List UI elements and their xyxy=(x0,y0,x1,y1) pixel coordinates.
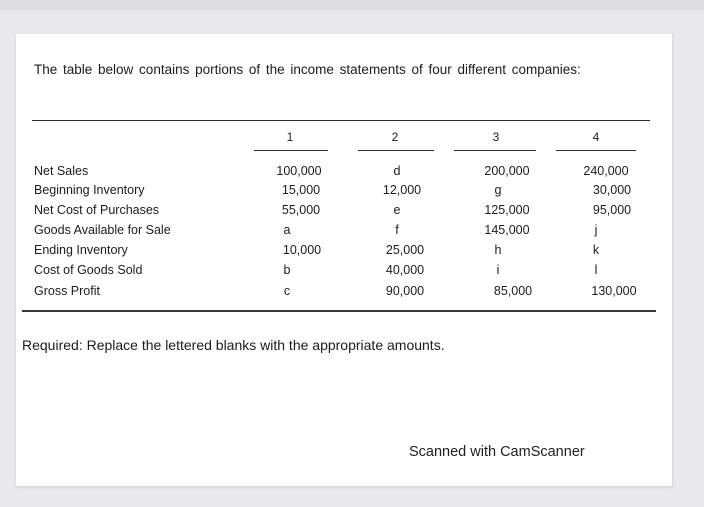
top-bar xyxy=(0,0,704,10)
table-cell: 90,000 xyxy=(385,284,425,298)
scanned-page xyxy=(16,34,672,486)
required-text: Required: Replace the lettered blanks with the appropriate amounts. xyxy=(22,337,445,353)
row-label-net-sales: Net Sales xyxy=(34,164,89,178)
column-underline-4 xyxy=(556,150,636,151)
table-cell: e xyxy=(393,203,401,217)
column-header-2: 2 xyxy=(391,130,399,144)
table-cell: 200,000 xyxy=(484,164,530,178)
table-cell: h xyxy=(494,243,502,257)
table-cell: 240,000 xyxy=(583,164,629,178)
table-cell: b xyxy=(283,263,291,277)
table-cell: k xyxy=(592,243,600,257)
table-cell: 10,000 xyxy=(282,243,322,257)
intro-text: The table below contains portions of the income statements of four different companies: xyxy=(34,62,581,77)
table-cell: l xyxy=(594,263,598,277)
column-underline-3 xyxy=(454,150,536,151)
table-cell: 95,000 xyxy=(592,203,632,217)
table-cell: 85,000 xyxy=(493,284,533,298)
column-header-4: 4 xyxy=(592,130,600,144)
column-underline-1 xyxy=(254,150,328,151)
table-cell: g xyxy=(494,183,502,197)
table-cell: 100,000 xyxy=(276,164,322,178)
table-cell: 12,000 xyxy=(382,183,422,197)
row-label-net-cost-of-purchases: Net Cost of Purchases xyxy=(34,203,160,217)
table-cell: i xyxy=(496,263,500,277)
table-cell: 55,000 xyxy=(281,203,321,217)
camscanner-watermark: Scanned with CamScanner xyxy=(409,444,585,460)
table-cell: 25,000 xyxy=(385,243,425,257)
table-cell: c xyxy=(283,284,291,298)
column-header-3: 3 xyxy=(492,130,500,144)
table-cell: f xyxy=(395,223,399,237)
table-cell: 125,000 xyxy=(484,203,530,217)
table-cell: a xyxy=(283,223,291,237)
row-label-beginning-inventory: Beginning Inventory xyxy=(34,183,145,197)
table-cell: 15,000 xyxy=(281,183,321,197)
table-cell: 40,000 xyxy=(385,263,425,277)
column-header-1: 1 xyxy=(286,130,294,144)
table-cell: j xyxy=(594,223,598,237)
table-bottom-rule xyxy=(22,310,656,312)
table-cell: d xyxy=(393,164,401,178)
row-label-cost-of-goods-sold: Cost of Goods Sold xyxy=(34,263,143,277)
table-cell: 145,000 xyxy=(484,223,530,237)
row-label-goods-available: Goods Available for Sale xyxy=(34,223,171,237)
column-underline-2 xyxy=(358,150,434,151)
table-top-rule xyxy=(32,120,650,121)
row-label-gross-profit: Gross Profit xyxy=(34,284,100,298)
page-edge xyxy=(672,34,673,486)
row-label-ending-inventory: Ending Inventory xyxy=(34,243,128,257)
table-cell: 130,000 xyxy=(591,284,637,298)
table-cell: 30,000 xyxy=(592,183,632,197)
